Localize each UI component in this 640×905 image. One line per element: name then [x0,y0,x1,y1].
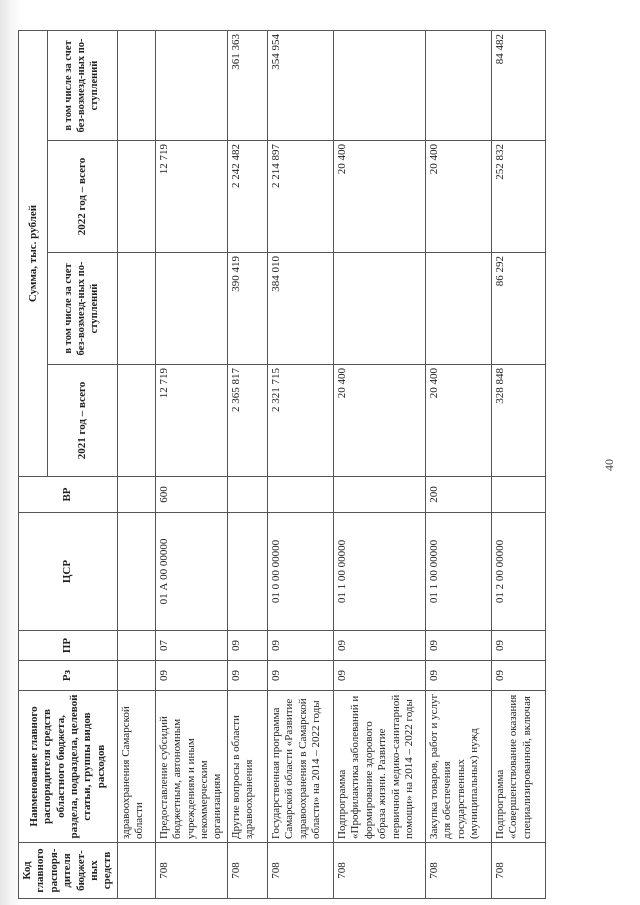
cell-2022-free: 84 482 [491,30,545,140]
cell-code: 708 [333,843,425,899]
cell-2022-total: 20 400 [333,141,425,253]
table-row [267,30,333,898]
cell-2021-total: 2 365 817 [227,365,267,477]
header-vr: ВР [19,477,118,513]
cell-vr: 600 [155,477,227,513]
cell-name: Предоставление субсидий бюджетным, автономным учреждениям и иным некоммерческим организациям [155,691,227,843]
cell-csr: 01 А 00 00000 [155,513,227,631]
header-name: Наименование главного распорядителя средств областного бюджета, раздела, подраздела, целевой статьи, группы видов расходов [19,691,118,843]
cell-2021-free [425,253,491,365]
cell-name: Государственная программа Самарской области «Развитие здравоохранения в Самарской области» на 2014 – 2022 годы [267,691,333,843]
cell-code: 708 [491,843,545,899]
table-row [155,30,227,898]
rotated-page [0,25,640,905]
cell-2021-free [333,253,425,365]
cell-csr: 01 1 00 00000 [333,513,425,631]
table-header [19,30,118,898]
cell-2021-free [117,253,155,365]
table-row [117,30,155,898]
table-body [117,30,545,898]
cell-pr: 09 [425,631,491,661]
header-code: Код главного распоря-дителя бюджет-ных средств [19,843,118,899]
cell-2021-free: 390 419 [227,253,267,365]
cell-2022-free: 354 954 [267,30,333,140]
cell-2022-total: 2 214 897 [267,141,333,253]
cell-rz [117,661,155,691]
table-row [227,30,267,898]
cell-2021-free: 86 292 [491,253,545,365]
cell-2021-total: 328 848 [491,365,545,477]
cell-2021-free: 384 010 [267,253,333,365]
page-number: 40 [602,459,616,471]
cell-rz: 09 [267,661,333,691]
cell-2022-free [425,30,491,140]
header-2021-total: 2021 год – всего [48,365,117,477]
cell-pr: 09 [267,631,333,661]
cell-rz: 09 [333,661,425,691]
cell-pr: 09 [333,631,425,661]
cell-pr: 09 [491,631,545,661]
header-2021-free: в том числе за счет без-возмезд-ных по-ступлений [48,253,117,365]
cell-rz: 09 [425,661,491,691]
cell-rz: 09 [491,661,545,691]
cell-code: 708 [227,843,267,899]
table-row [491,30,545,898]
cell-csr: 01 1 00 00000 [425,513,491,631]
cell-vr: 200 [425,477,491,513]
header-2022-total: 2022 год – всего [48,141,117,253]
cell-2021-total: 2 321 715 [267,365,333,477]
cell-2022-free [155,30,227,140]
cell-vr [333,477,425,513]
cell-name: здравоохранения Самарской области [117,691,155,843]
cell-vr [267,477,333,513]
header-sum-group: Сумма, тыс. рублей [19,30,48,476]
cell-pr [117,631,155,661]
cell-2022-total: 12 719 [155,141,227,253]
cell-csr: 01 0 00 00000 [267,513,333,631]
cell-code: 708 [425,843,491,899]
cell-csr [227,513,267,631]
cell-vr [227,477,267,513]
cell-name: Подпрограмма «Совершенствование оказания специализированной, включая [491,691,545,843]
cell-2021-total: 20 400 [425,365,491,477]
cell-2022-total [117,141,155,253]
cell-code: 708 [155,843,227,899]
cell-csr: 01 2 00 00000 [491,513,545,631]
cell-name: Другие вопросы в области здравоохранения [227,691,267,843]
cell-pr: 09 [227,631,267,661]
budget-table [18,30,546,899]
cell-2021-total: 20 400 [333,365,425,477]
cell-name: Подпрограмма «Профилактика заболеваний и формирование здорового образа жизни. Развитие первичной медико-санитарной помощи» на 2014 – 2022 годы [333,691,425,843]
header-pr: ПР [19,631,118,661]
cell-vr [117,477,155,513]
cell-pr: 07 [155,631,227,661]
cell-2021-free [155,253,227,365]
cell-code [117,843,155,899]
cell-vr [491,477,545,513]
cell-csr [117,513,155,631]
cell-2022-total: 252 832 [491,141,545,253]
cell-rz: 09 [155,661,227,691]
cell-code: 708 [267,843,333,899]
cell-2021-total: 12 719 [155,365,227,477]
header-rz: Рз [19,661,118,691]
header-2022-free: в том числе за счет без-возмезд-ных по-ступлений [48,30,117,140]
cell-2022-free [117,30,155,140]
cell-name: Закупка товаров, работ и услуг для обеспечения государственных (муниципальных) нужд [425,691,491,843]
cell-rz: 09 [227,661,267,691]
table-row [425,30,491,898]
table-row [333,30,425,898]
cell-2022-total: 20 400 [425,141,491,253]
cell-2022-free [333,30,425,140]
cell-2022-total: 2 242 482 [227,141,267,253]
header-csr: ЦСР [19,513,118,631]
cell-2021-total [117,365,155,477]
cell-2022-free: 361 363 [227,30,267,140]
